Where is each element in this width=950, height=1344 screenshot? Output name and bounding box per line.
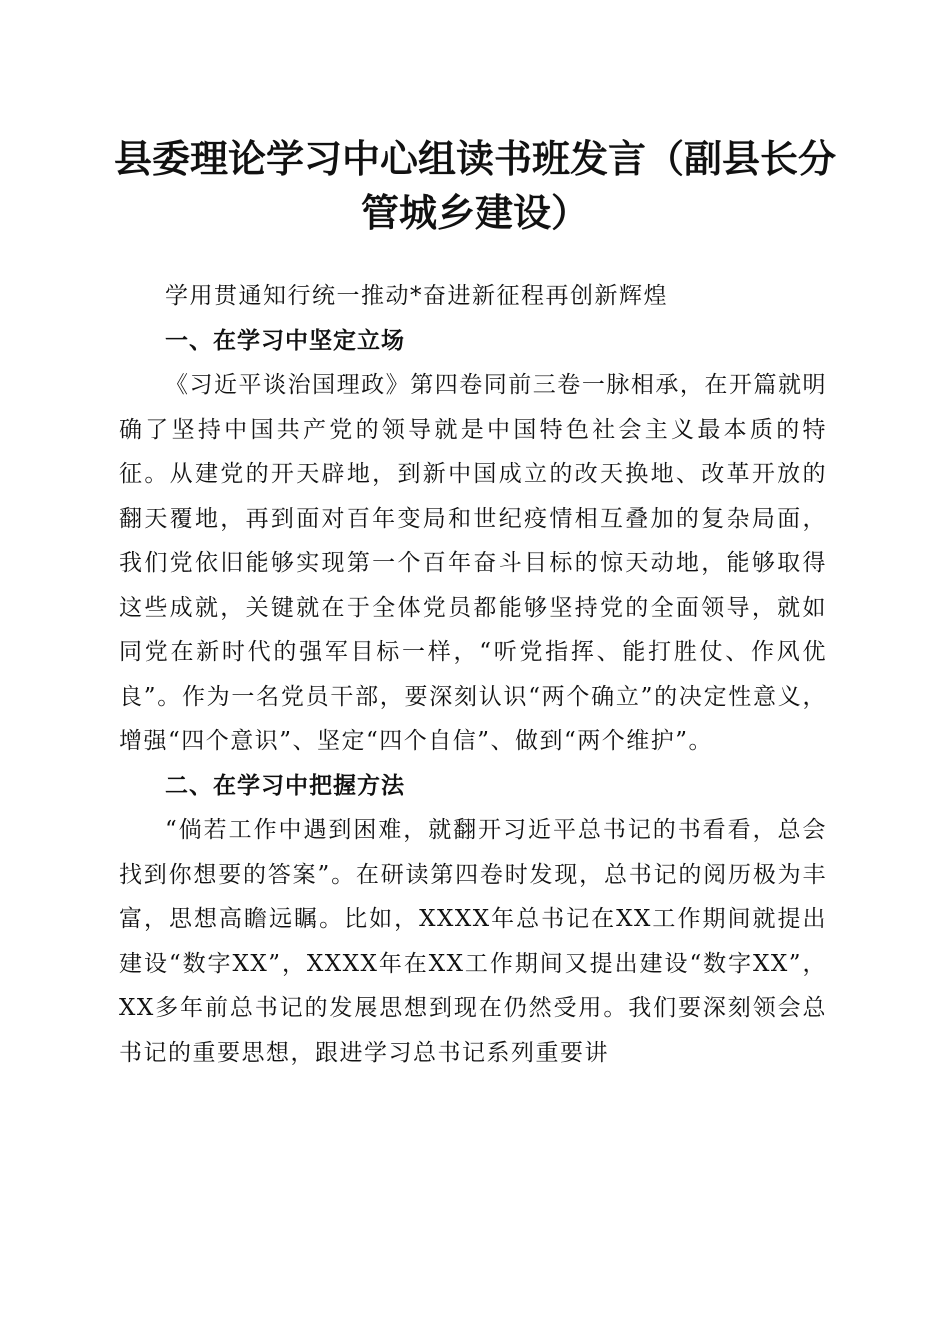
section-2-paragraph: “倘若工作中遇到困难，就翻开习近平总书记的书看看，总会找到你想要的答案”。在研读第四卷时发现，总书记的阅历极为丰富，思想高瞻远瞩。比如，XXXX年总书记在XX工作期间就提出建设“数字XX”，XXXX年在XX工作期间又提出建设“数字XX”，XX多年前总书记的发展思想到现在仍然受用。我们要深刻领会总书记的重要思想，跟进学习总书记系列重要讲 [119,817,827,1066]
document-body [119,274,827,1075]
section-1-paragraph: 《习近平谈治国理政》第四卷同前三卷一脉相承，在开篇就明确了坚持中国共产党的领导就是中国特色社会主义最本质的特征。从建党的开天辟地，到新中国成立的改天换地、改革开放的翻天覆地，再到面对百年变局和世纪疫情相互叠加的复杂局面，我们党依旧能够实现第一个百年奋斗目标的惊天动地，能够取得这些成就，关键就在于全体党员都能够坚持党的全面领导，就如同党在新时代的强军目标一样，“听党指挥、能打胜仗、作风优良”。作为一名党员干部，要深刻认识“两个确立”的决定性意义，增强“四个意识”、坚定“四个自信”、做到“两个维护”。 [119,372,827,754]
section-1-heading: 一、在学习中坚定立场 [165,327,405,354]
section-2-heading: 二、在学习中把握方法 [165,772,405,799]
document-subtitle: 学用贯通知行统一推动*奋进新征程再创新辉煌 [165,283,668,309]
document-title: 县委理论学习中心组读书班发言（副县长分管城乡建设） [113,136,836,235]
